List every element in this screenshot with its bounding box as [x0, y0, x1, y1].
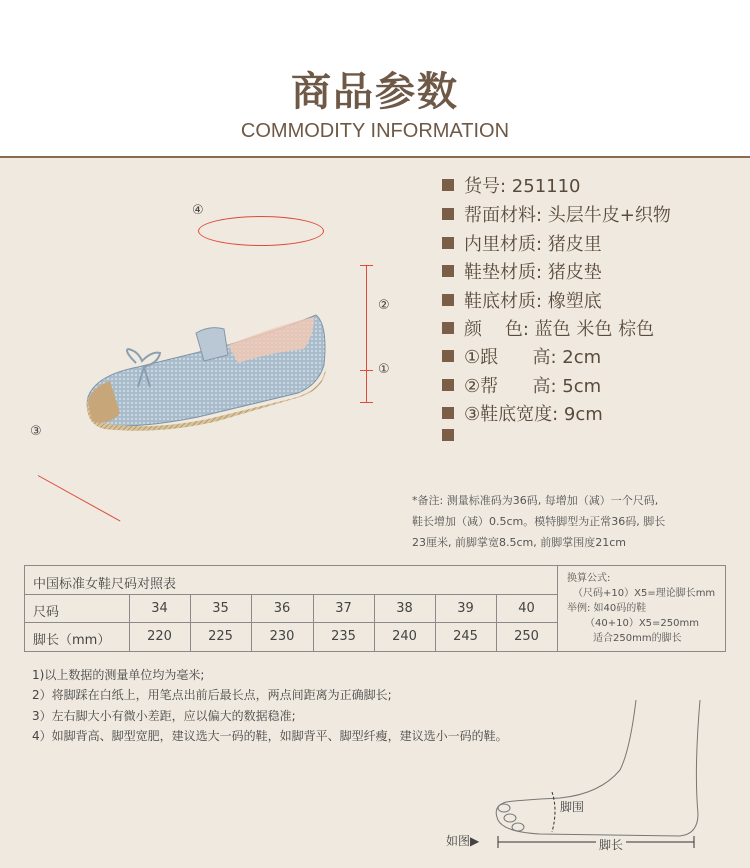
spec-item: 内里材质: 猪皮里 — [442, 230, 602, 256]
bullet-square-icon — [442, 265, 454, 277]
page-title: 商品参数 — [291, 69, 459, 115]
formula-title: 换算公式: — [567, 573, 611, 584]
height-line-mid-tick — [360, 370, 373, 371]
bullet-square-icon — [442, 237, 454, 249]
page-subtitle: COMMODITY INFORMATION — [240, 120, 510, 142]
row-label-size: 尺码 — [33, 605, 60, 620]
height-line — [366, 265, 367, 403]
spec-item — [442, 429, 464, 441]
spec-item: 颜 色: 蓝色 米色 棕色 — [442, 315, 654, 341]
size-cell: 34 — [151, 601, 168, 616]
tip-item: 2）将脚踩在白纸上，用笔点出前后最长点，两点间距离为正确脚长; — [32, 688, 392, 702]
height-line-bottom-tick — [360, 402, 373, 403]
bullet-square-icon — [442, 407, 454, 419]
tip-item: 4）如脚背高、脚型宽肥，建议选大一码的鞋，如脚背平、脚型纤瘦，建议选小一码的鞋。 — [32, 729, 508, 743]
length-cell: 245 — [453, 629, 478, 644]
spec-item: ③鞋底宽度: 9cm — [442, 400, 603, 426]
see-figure-label: 如图▶ — [446, 834, 480, 848]
size-cell: 37 — [335, 601, 352, 616]
bullet-square-icon — [442, 322, 454, 334]
spec-item: 鞋底材质: 橡塑底 — [442, 287, 602, 313]
bullet-square-icon — [442, 429, 454, 441]
length-cell: 240 — [392, 629, 417, 644]
spec-item: 帮面材料: 头层牛皮+织物 — [442, 201, 671, 227]
marker-2: ② — [378, 298, 390, 313]
length-cell: 250 — [514, 629, 539, 644]
spec-item: ②帮 高: 5cm — [442, 372, 601, 398]
size-cell: 40 — [518, 601, 535, 616]
length-cell: 230 — [269, 629, 295, 644]
size-cell: 35 — [212, 601, 229, 616]
formula-line: 适合250mm的脚长 — [593, 633, 682, 644]
length-cell: 235 — [331, 629, 356, 644]
row-label-length: 脚长（mm） — [33, 633, 111, 648]
table-divider — [557, 566, 558, 651]
table-title: 中国标准女鞋尺码对照表 — [33, 577, 177, 592]
bullet-square-icon — [442, 350, 454, 362]
shoe-image — [78, 305, 338, 445]
marker-4: ④ — [192, 203, 204, 218]
length-cell: 225 — [208, 629, 233, 644]
bullet-square-icon — [442, 179, 454, 191]
width-line — [38, 475, 121, 521]
foot-girth-label: 脚围 — [560, 800, 585, 814]
foot-diagram — [480, 690, 730, 860]
spec-item: 鞋垫材质: 猪皮垫 — [442, 258, 602, 284]
foot-length-label: 脚长 — [596, 836, 626, 853]
bullet-square-icon — [442, 379, 454, 391]
size-cell: 36 — [273, 601, 291, 616]
bullet-square-icon — [442, 208, 454, 220]
spec-item: 货号: 251110 — [442, 172, 581, 198]
marker-1: ① — [378, 362, 390, 377]
tip-item: 3）左右脚大小有微小差距，应以偏大的数据稳准; — [32, 709, 296, 723]
length-cell: 220 — [147, 629, 172, 644]
spec-item: ①跟 高: 2cm — [442, 343, 601, 369]
table-divider — [25, 594, 557, 595]
formula-line: （40+10）X5=250mm — [585, 618, 699, 629]
bullet-square-icon — [442, 294, 454, 306]
sole-width-ellipse — [198, 216, 324, 246]
formula-line: 举例: 如40码的鞋 — [567, 603, 647, 614]
tip-item: 1)以上数据的测量单位均为毫米; — [32, 668, 205, 682]
size-chart-table — [24, 565, 726, 652]
marker-3: ③ — [30, 424, 42, 439]
table-divider — [25, 622, 557, 623]
height-line-top-tick — [360, 265, 373, 266]
measurement-note: *备注: 测量标准码为36码, 每增加（减）一个尺码, 鞋长增加（减）0.5cm。模特脚型为正常36码, 脚长 23厘米, 前脚掌宽8.5cm, 前脚掌围度21cm — [412, 494, 666, 549]
size-cell: 39 — [457, 601, 474, 616]
formula-line: （尺码+10）X5=理论脚长mm — [573, 588, 716, 599]
size-cell: 38 — [396, 601, 413, 616]
